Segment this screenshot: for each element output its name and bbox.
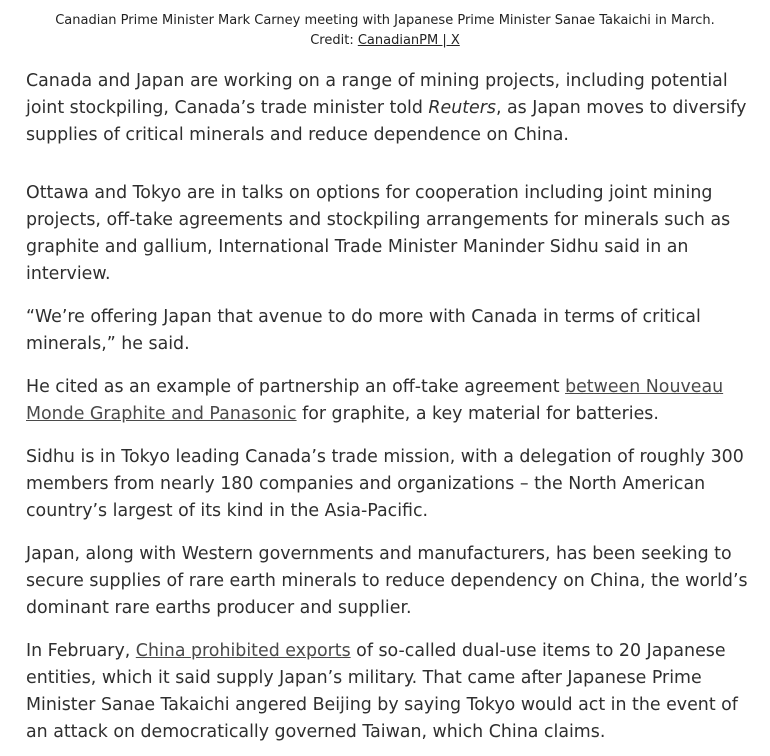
caption-text: Canadian Prime Minister Mark Carney meeting with Japanese Prime Minister Sanae Takaichi in March.	[55, 13, 715, 28]
p4-text-after: for graphite, a key material for batteries.	[296, 404, 659, 424]
article-paragraph-7	[26, 638, 753, 746]
credit-link[interactable]: CanadianPM | X	[357, 33, 460, 48]
article-paragraph-3: “We’re offering Japan that avenue to do more with Canada in terms of critical minerals,” he said.	[26, 307, 701, 354]
p1-text-before: Canada and Japan are working on a range of mining projects, including potential joint stockpiling, Canada’s trade minister told	[26, 71, 728, 118]
p7-text-after: of so-called dual-use items to 20 Japanese entities, which it said supply Japan’s military. That came after Japanese Prime Minister Sanae Takaichi angered Beijing by saying Tokyo would act in the event of an attack on democratically governed Taiwan, which China claims.	[26, 641, 738, 742]
p4-text-before: He cited as an example of partnership an off-take agreement	[26, 377, 566, 397]
article-paragraph-5: Sidhu is in Tokyo leading Canada’s trade mission, with a delegation of roughly 300 members from nearly 180 companies and organizations – the North American country’s largest of its kind in the Asia-Pacific.	[26, 447, 744, 521]
p1-text-after: , as Japan moves to diversify supplies of critical minerals and reduce dependence on China.	[26, 98, 747, 145]
p7-text-before: In February,	[26, 641, 136, 661]
article-paragraph-6: Japan, along with Western governments and manufacturers, has been seeking to secure supplies of rare earth minerals to reduce dependency on China, the world’s dominant rare earths producer and supplier.	[26, 544, 748, 618]
reuters-italic: Reuters	[428, 98, 496, 118]
image-caption	[16, 0, 754, 51]
nouveau-monde-panasonic-link[interactable]: between Nouveau Monde Graphite and Panasonic	[26, 377, 724, 424]
article-paragraph-1	[26, 68, 753, 149]
credit-prefix: Credit:	[310, 33, 358, 48]
article-paragraph-2: Ottawa and Tokyo are in talks on options for cooperation including joint mining projects, off-take agreements and stockpiling arrangements for minerals such as graphite and gallium, International Trade Minister Maninder Sidhu said in an interview.	[26, 183, 731, 284]
china-prohibited-exports-link[interactable]: China prohibited exports	[135, 641, 351, 661]
article-body	[26, 68, 753, 746]
article-paragraph-4	[26, 374, 753, 428]
